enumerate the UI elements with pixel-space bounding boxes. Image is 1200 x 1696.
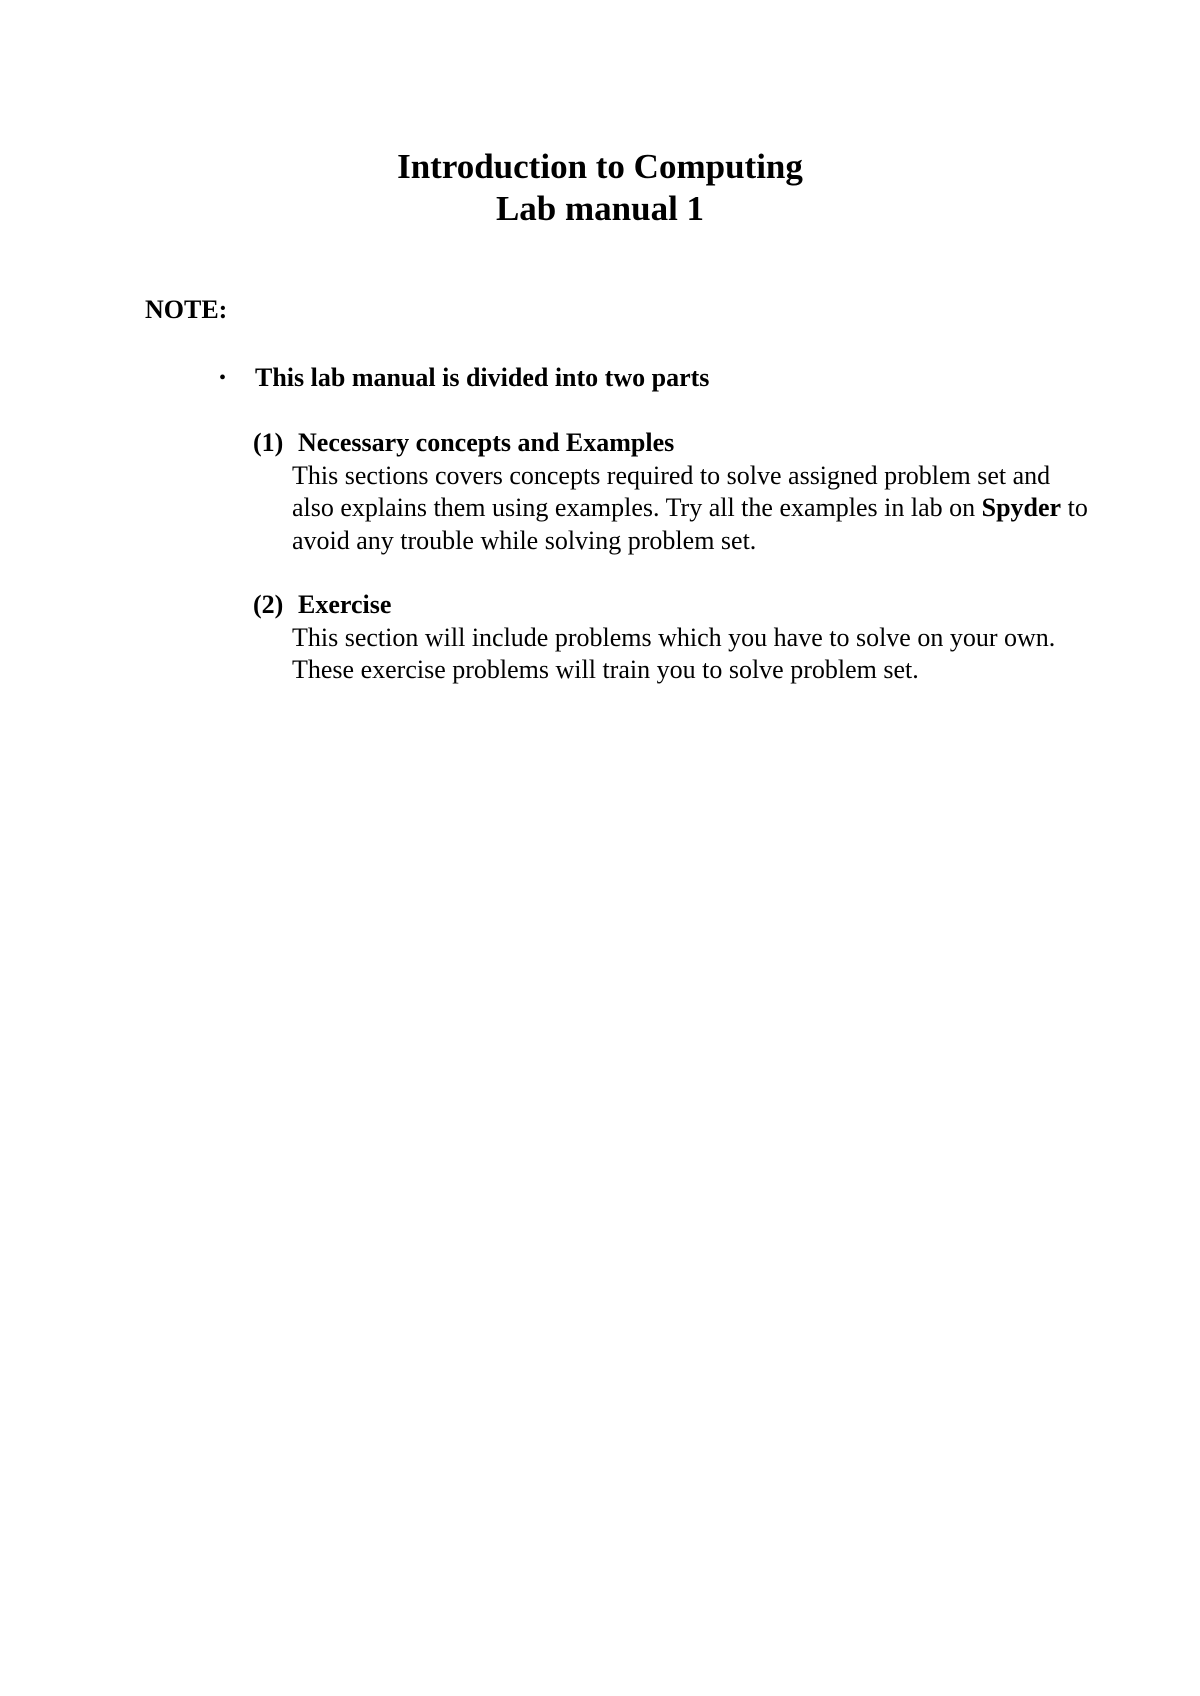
part-1-header <box>253 427 1083 460</box>
note-label: NOTE: <box>145 295 228 324</box>
part-1-body-text-end: to avoid any trouble while solving problem set. <box>292 493 1088 555</box>
part-1-heading: Necessary concepts and Examples <box>298 428 675 457</box>
part-2 <box>253 589 1083 687</box>
bullet-icon: • <box>219 367 227 389</box>
part-1 <box>253 427 1088 557</box>
title-block <box>0 146 1200 230</box>
bullet-text: This lab manual is divided into two parts <box>255 363 710 392</box>
part-2-heading: Exercise <box>298 590 392 619</box>
part-2-header <box>253 589 1083 622</box>
part-1-number: (1) <box>253 428 284 457</box>
part-2-body: This section will include problems which you have to solve on your own. These exercise problems will train you to solve problem set. <box>292 622 1056 684</box>
document-subtitle: Lab manual 1 <box>495 189 705 228</box>
part-1-body <box>292 460 1092 558</box>
document-title: Introduction to Computing <box>397 147 803 186</box>
part-2-number: (2) <box>253 590 284 619</box>
bullet-item <box>219 362 709 394</box>
part-1-body-text: This sections covers concepts required to solve assigned problem set and also explains them using examples. Try all the examples in lab on <box>292 460 1051 522</box>
part-1-body-bold: Spyder <box>981 493 1062 522</box>
